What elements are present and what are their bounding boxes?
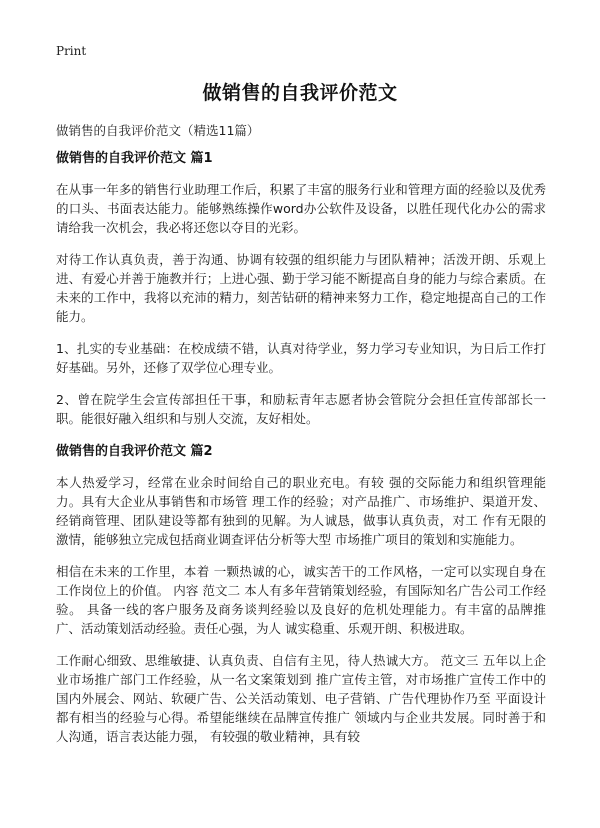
section-1 [56,148,546,428]
page-title: 做销售的自我评价范文 [202,82,398,104]
paragraph: 工作耐心细致、思维敏捷、认真负责、自信有主见，待人热诚大方。 范文三 五年以上企业市场推广部门工作经验，从一名文案策划到 推广宣传主管，对市场推广宣传工作中的国内外展会、网站、软硬广告、公关活动策划、电子营销、广告代理协作乃至 平面设计都有相当的经验与心得。希望能继续在品牌宣传推广 领域内与企业共发展。同时善于和人沟通，语言表达能力强， 有较强的敬业精神，具有较 [56,653,546,744]
paragraph: 相信在未来的工作里，本着 一颗热诚的心，诚实苦干的工作风格，一定可以实现自身在工作岗位上的价值。 内容 范文二 本人有多年营销策划经验，有国际知名广告公司工作经验。 具备一线的客户服务及商务谈判经验以及良好的危机处理能力。有丰富的品牌推广、活动策划活动经验。责任心强，为人 诚实稳重、乐观开朗、积极进取。 [56,564,546,636]
section-heading: 做销售的自我评价范文 篇1 [56,151,213,166]
paragraph: 对待工作认真负责，善于沟通、协调有较强的组织能力与团队精神；活泼开朗、乐观上进、有爱心并善于施教并行；上进心强、勤于学习能不断提高自身的能力与综合素质。在未来的工作中，我将以充沛的精力，刻苦钻研的精神来努力工作，稳定地提高自己的工作能力。 [56,252,546,324]
paragraph: 本人热爱学习，经常在业余时间给自己的职业充电。有较 强的交际能力和组织管理能力。具有大企业从事销售和市场管 理工作的经验；对产品推广、市场维护、渠道开发、经销商管理、团队建设等都有独到的见解。为人诚恳，做事认真负责，对工 作有无限的激情，能够独立完成包括商业调查评估分析等大型 市场推广项目的策划和实施能力。 [56,475,546,547]
section-2 [56,441,546,746]
article-body [56,148,546,759]
paragraph: 1、扎实的专业基础：在校成绩不错，认真对待学业，努力学习专业知识，为日后工作打好基础。另外，还修了双学位心理专业。 [56,341,546,375]
page-subtitle: 做销售的自我评价范文（精选11篇） [56,123,260,138]
paragraph: 2、曾在院学生会宣传部担任干事，和励耘青年志愿者协会管院分会担任宣传部部长一职。能很好融入组织和与别人交流，友好相处。 [56,392,546,426]
section-heading: 做销售的自我评价范文 篇2 [56,444,213,459]
print-link[interactable]: Print [56,44,87,58]
paragraph: 在从事一年多的销售行业助理工作后，积累了丰富的服务行业和管理方面的经验以及优秀的口头、书面表达能力。能够熟练操作word办公软件及设备，以胜任现代化办公的需求请给我一次机会，我必将还您以夺目的光彩。 [56,182,546,235]
